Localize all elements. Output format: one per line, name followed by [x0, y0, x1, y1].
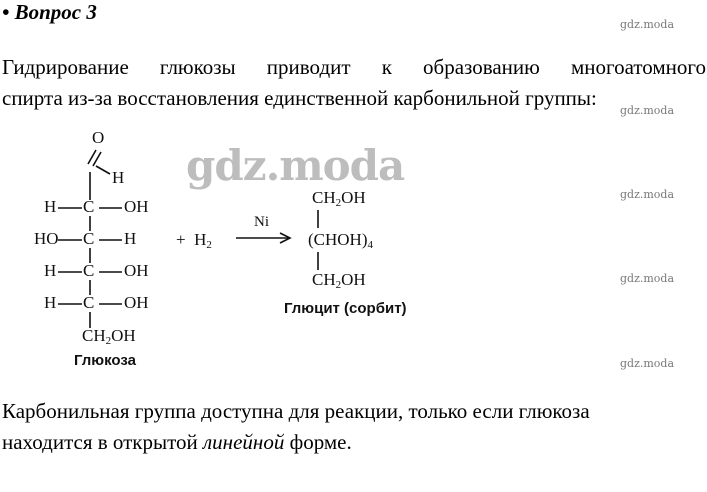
watermark-small: gdz.moda	[620, 188, 675, 201]
watermark-small: gdz.moda	[620, 18, 675, 31]
hydrogen-reagent: + $H_2$	[176, 230, 212, 251]
carbon-atom: C	[83, 197, 95, 216]
intro-line-1: Гидрирование глюкозы приводит к образованию многоатомного	[2, 55, 706, 79]
row1-right: OH	[124, 197, 149, 216]
row4-left: H	[44, 293, 57, 312]
product-top-ch2oh: $CH_2OH$	[312, 188, 366, 209]
intro-paragraph	[2, 52, 706, 114]
row2-right: H	[124, 229, 137, 248]
watermark-small: gdz.moda	[620, 272, 675, 285]
aldehyde-hydrogen: H	[112, 168, 125, 187]
watermark-large: gdz.moda	[186, 141, 405, 190]
catalyst-label: Ni	[254, 214, 269, 230]
product-caption: Глюцит (сорбит)	[284, 300, 407, 317]
product-chohn: $(CHOH)_4$	[308, 230, 373, 251]
conclusion-line-2-end: форме.	[284, 430, 352, 454]
conclusion-italic-word: линейной	[203, 430, 285, 454]
row3-right: OH	[124, 261, 149, 280]
watermark-small: gdz.moda	[620, 357, 675, 370]
conclusion-line-2-start: находится в открытой	[2, 430, 204, 454]
row2-left: HO	[34, 229, 59, 248]
watermark-small: gdz.moda	[620, 104, 675, 117]
row4-right: OH	[124, 293, 149, 312]
row3-left: H	[44, 261, 57, 280]
carbon-atom: C	[83, 293, 95, 312]
conclusion-paragraph	[2, 396, 702, 458]
intro-line-2: спирта из-за восстановления единственной карбонильной группы:	[2, 86, 597, 110]
glucose-caption: Глюкоза	[74, 352, 136, 369]
row1-left: H	[44, 197, 57, 216]
carbon-atom: C	[83, 229, 95, 248]
oxygen-atom: O	[92, 128, 105, 147]
glucose-ch2oh: $CH_2OH$	[82, 326, 136, 347]
product-bottom-ch2oh: $CH_2OH$	[312, 270, 366, 291]
carbon-atom: C	[83, 261, 95, 280]
conclusion-line-1: Карбонильная группа доступна для реакции, только если глюкоза	[2, 399, 590, 423]
question-heading: • Вопрос 3	[2, 0, 97, 24]
